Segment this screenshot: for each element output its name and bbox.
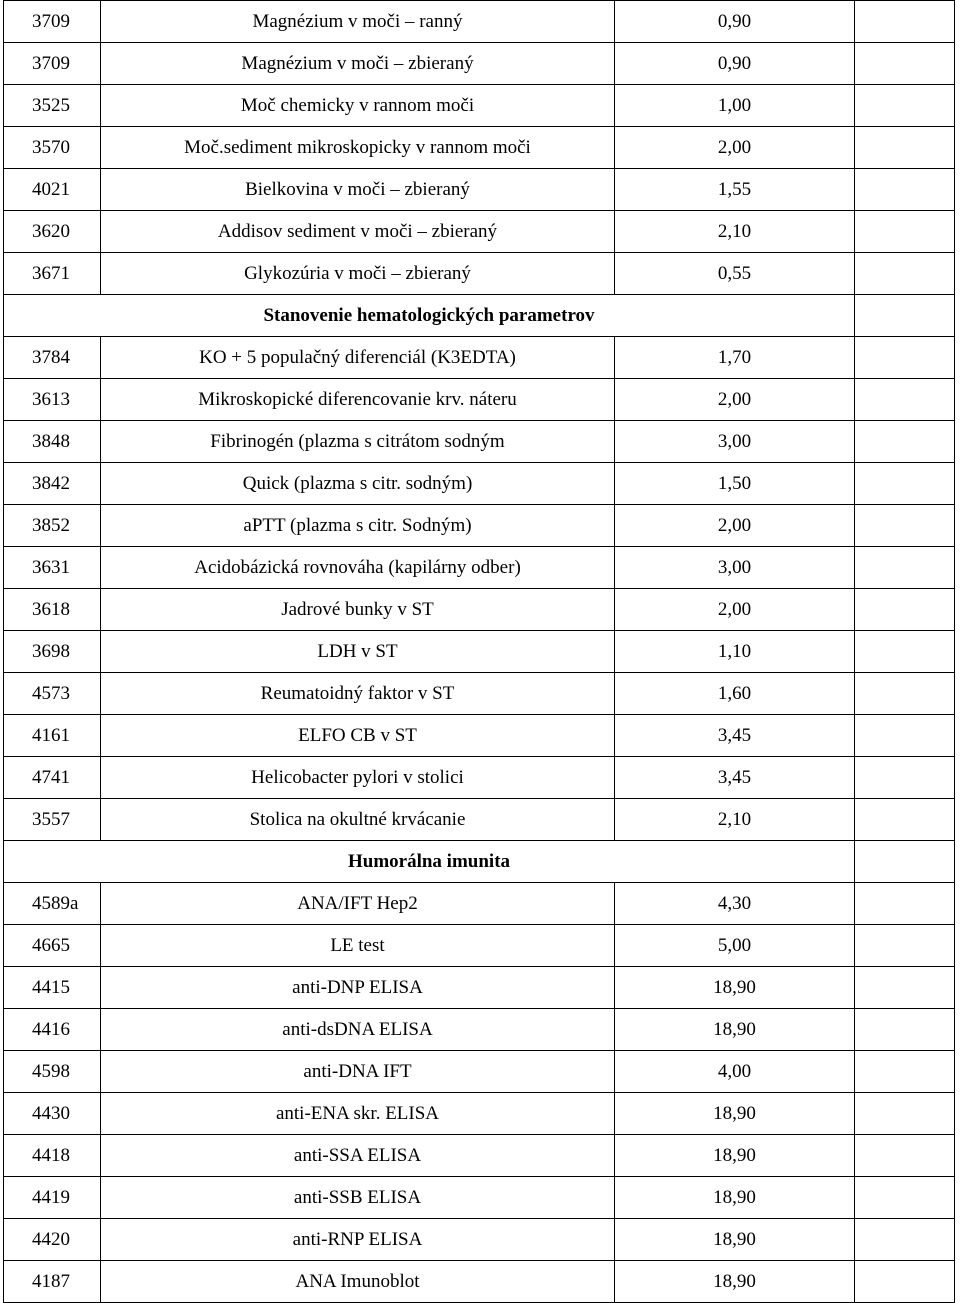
table-row [4, 925, 955, 967]
empty-cell [855, 337, 955, 379]
code-cell: 4021 [4, 169, 101, 211]
code-cell: 4416 [4, 1009, 101, 1051]
empty-cell [855, 379, 955, 421]
price-cell: 18,90 [615, 1009, 855, 1051]
table-row [4, 673, 955, 715]
code-cell: 3525 [4, 85, 101, 127]
empty-cell [855, 169, 955, 211]
name-cell: anti-RNP ELISA [101, 1219, 615, 1261]
empty-cell [855, 967, 955, 1009]
price-cell: 1,10 [615, 631, 855, 673]
table-row [4, 799, 955, 841]
price-cell: 3,00 [615, 421, 855, 463]
empty-cell [855, 715, 955, 757]
table-row [4, 1177, 955, 1219]
code-cell: 3698 [4, 631, 101, 673]
price-cell: 2,00 [615, 379, 855, 421]
name-cell: anti-ENA skr. ELISA [101, 1093, 615, 1135]
price-cell: 18,90 [615, 967, 855, 1009]
price-cell: 2,00 [615, 127, 855, 169]
name-cell: Helicobacter pylori v stolici [101, 757, 615, 799]
code-cell: 3709 [4, 1, 101, 43]
empty-cell [855, 1261, 955, 1303]
table-row [4, 253, 955, 295]
table-row [4, 547, 955, 589]
name-cell: Magnézium v moči – ranný [101, 1, 615, 43]
name-cell: LE test [101, 925, 615, 967]
price-cell: 1,55 [615, 169, 855, 211]
code-cell: 4573 [4, 673, 101, 715]
empty-cell [855, 43, 955, 85]
price-cell: 18,90 [615, 1261, 855, 1303]
table-row [4, 1219, 955, 1261]
price-list-body [4, 1, 955, 1303]
code-cell: 3709 [4, 43, 101, 85]
name-cell: Moč chemicky v rannom moči [101, 85, 615, 127]
empty-cell [855, 463, 955, 505]
name-cell: Moč.sediment mikroskopicky v rannom moči [101, 127, 615, 169]
price-cell: 3,45 [615, 757, 855, 799]
code-cell: 4741 [4, 757, 101, 799]
empty-cell [855, 1, 955, 43]
table-row [4, 967, 955, 1009]
empty-cell [855, 85, 955, 127]
table-row [4, 1051, 955, 1093]
name-cell: Glykozúria v moči – zbieraný [101, 253, 615, 295]
code-cell: 4187 [4, 1261, 101, 1303]
price-cell: 1,60 [615, 673, 855, 715]
empty-cell [855, 757, 955, 799]
code-cell: 4589a [4, 883, 101, 925]
table-row [4, 883, 955, 925]
name-cell: ANA/IFT Hep2 [101, 883, 615, 925]
empty-cell [855, 799, 955, 841]
name-cell: anti-DNP ELISA [101, 967, 615, 1009]
empty-cell [855, 1135, 955, 1177]
price-cell: 5,00 [615, 925, 855, 967]
empty-cell [855, 1051, 955, 1093]
name-cell: Mikroskopické diferencovanie krv. náteru [101, 379, 615, 421]
price-cell: 18,90 [615, 1177, 855, 1219]
empty-cell [855, 631, 955, 673]
table-row [4, 421, 955, 463]
name-cell: anti-DNA IFT [101, 1051, 615, 1093]
table-row [4, 1093, 955, 1135]
empty-cell [855, 505, 955, 547]
price-cell: 18,90 [615, 1135, 855, 1177]
table-row [4, 505, 955, 547]
code-cell: 4598 [4, 1051, 101, 1093]
code-cell: 3784 [4, 337, 101, 379]
section-header-row [4, 295, 955, 337]
empty-cell [855, 253, 955, 295]
price-cell: 18,90 [615, 1219, 855, 1261]
price-cell: 2,10 [615, 211, 855, 253]
name-cell: Stolica na okultné krvácanie [101, 799, 615, 841]
table-row [4, 1261, 955, 1303]
price-cell: 1,00 [615, 85, 855, 127]
empty-cell [855, 211, 955, 253]
name-cell: LDH v ST [101, 631, 615, 673]
code-cell: 3852 [4, 505, 101, 547]
name-cell: aPTT (plazma s citr. Sodným) [101, 505, 615, 547]
name-cell: anti-SSA ELISA [101, 1135, 615, 1177]
table-row [4, 85, 955, 127]
empty-cell [855, 421, 955, 463]
price-list-table [3, 0, 955, 1303]
empty-cell [855, 673, 955, 715]
table-row [4, 1, 955, 43]
price-cell: 0,55 [615, 253, 855, 295]
name-cell: anti-dsDNA ELISA [101, 1009, 615, 1051]
code-cell: 4430 [4, 1093, 101, 1135]
table-row [4, 757, 955, 799]
table-row [4, 631, 955, 673]
empty-cell [855, 589, 955, 631]
price-cell: 18,90 [615, 1093, 855, 1135]
table-row [4, 589, 955, 631]
name-cell: Acidobázická rovnováha (kapilárny odber) [101, 547, 615, 589]
price-cell: 1,70 [615, 337, 855, 379]
empty-cell [855, 295, 955, 337]
code-cell: 3613 [4, 379, 101, 421]
table-row [4, 127, 955, 169]
price-cell: 4,30 [615, 883, 855, 925]
section-header-row [4, 841, 955, 883]
code-cell: 4419 [4, 1177, 101, 1219]
table-row [4, 337, 955, 379]
table-row [4, 1135, 955, 1177]
empty-cell [855, 841, 955, 883]
code-cell: 4415 [4, 967, 101, 1009]
table-row [4, 463, 955, 505]
price-cell: 2,10 [615, 799, 855, 841]
empty-cell [855, 925, 955, 967]
name-cell: anti-SSB ELISA [101, 1177, 615, 1219]
section-title: Humorálna imunita [4, 841, 855, 883]
price-cell: 2,00 [615, 589, 855, 631]
code-cell: 3631 [4, 547, 101, 589]
name-cell: Reumatoidný faktor v ST [101, 673, 615, 715]
empty-cell [855, 883, 955, 925]
code-cell: 3671 [4, 253, 101, 295]
table-row [4, 169, 955, 211]
code-cell: 4420 [4, 1219, 101, 1261]
price-cell: 3,45 [615, 715, 855, 757]
code-cell: 3618 [4, 589, 101, 631]
price-cell: 1,50 [615, 463, 855, 505]
name-cell: ANA Imunoblot [101, 1261, 615, 1303]
price-cell: 2,00 [615, 505, 855, 547]
table-row [4, 211, 955, 253]
empty-cell [855, 1093, 955, 1135]
empty-cell [855, 127, 955, 169]
name-cell: Addisov sediment v moči – zbieraný [101, 211, 615, 253]
name-cell: KO + 5 populačný diferenciál (K3EDTA) [101, 337, 615, 379]
empty-cell [855, 547, 955, 589]
table-row [4, 43, 955, 85]
code-cell: 4418 [4, 1135, 101, 1177]
table-row [4, 715, 955, 757]
empty-cell [855, 1177, 955, 1219]
name-cell: ELFO CB v ST [101, 715, 615, 757]
name-cell: Fibrinogén (plazma s citrátom sodným [101, 421, 615, 463]
price-cell: 4,00 [615, 1051, 855, 1093]
code-cell: 3842 [4, 463, 101, 505]
code-cell: 3620 [4, 211, 101, 253]
price-cell: 0,90 [615, 1, 855, 43]
price-cell: 3,00 [615, 547, 855, 589]
name-cell: Magnézium v moči – zbieraný [101, 43, 615, 85]
name-cell: Quick (plazma s citr. sodným) [101, 463, 615, 505]
section-title: Stanovenie hematologických parametrov [4, 295, 855, 337]
name-cell: Bielkovina v moči – zbieraný [101, 169, 615, 211]
table-row [4, 379, 955, 421]
table-row [4, 1009, 955, 1051]
empty-cell [855, 1219, 955, 1261]
price-cell: 0,90 [615, 43, 855, 85]
name-cell: Jadrové bunky v ST [101, 589, 615, 631]
code-cell: 3848 [4, 421, 101, 463]
empty-cell [855, 1009, 955, 1051]
code-cell: 4161 [4, 715, 101, 757]
code-cell: 4665 [4, 925, 101, 967]
code-cell: 3570 [4, 127, 101, 169]
code-cell: 3557 [4, 799, 101, 841]
